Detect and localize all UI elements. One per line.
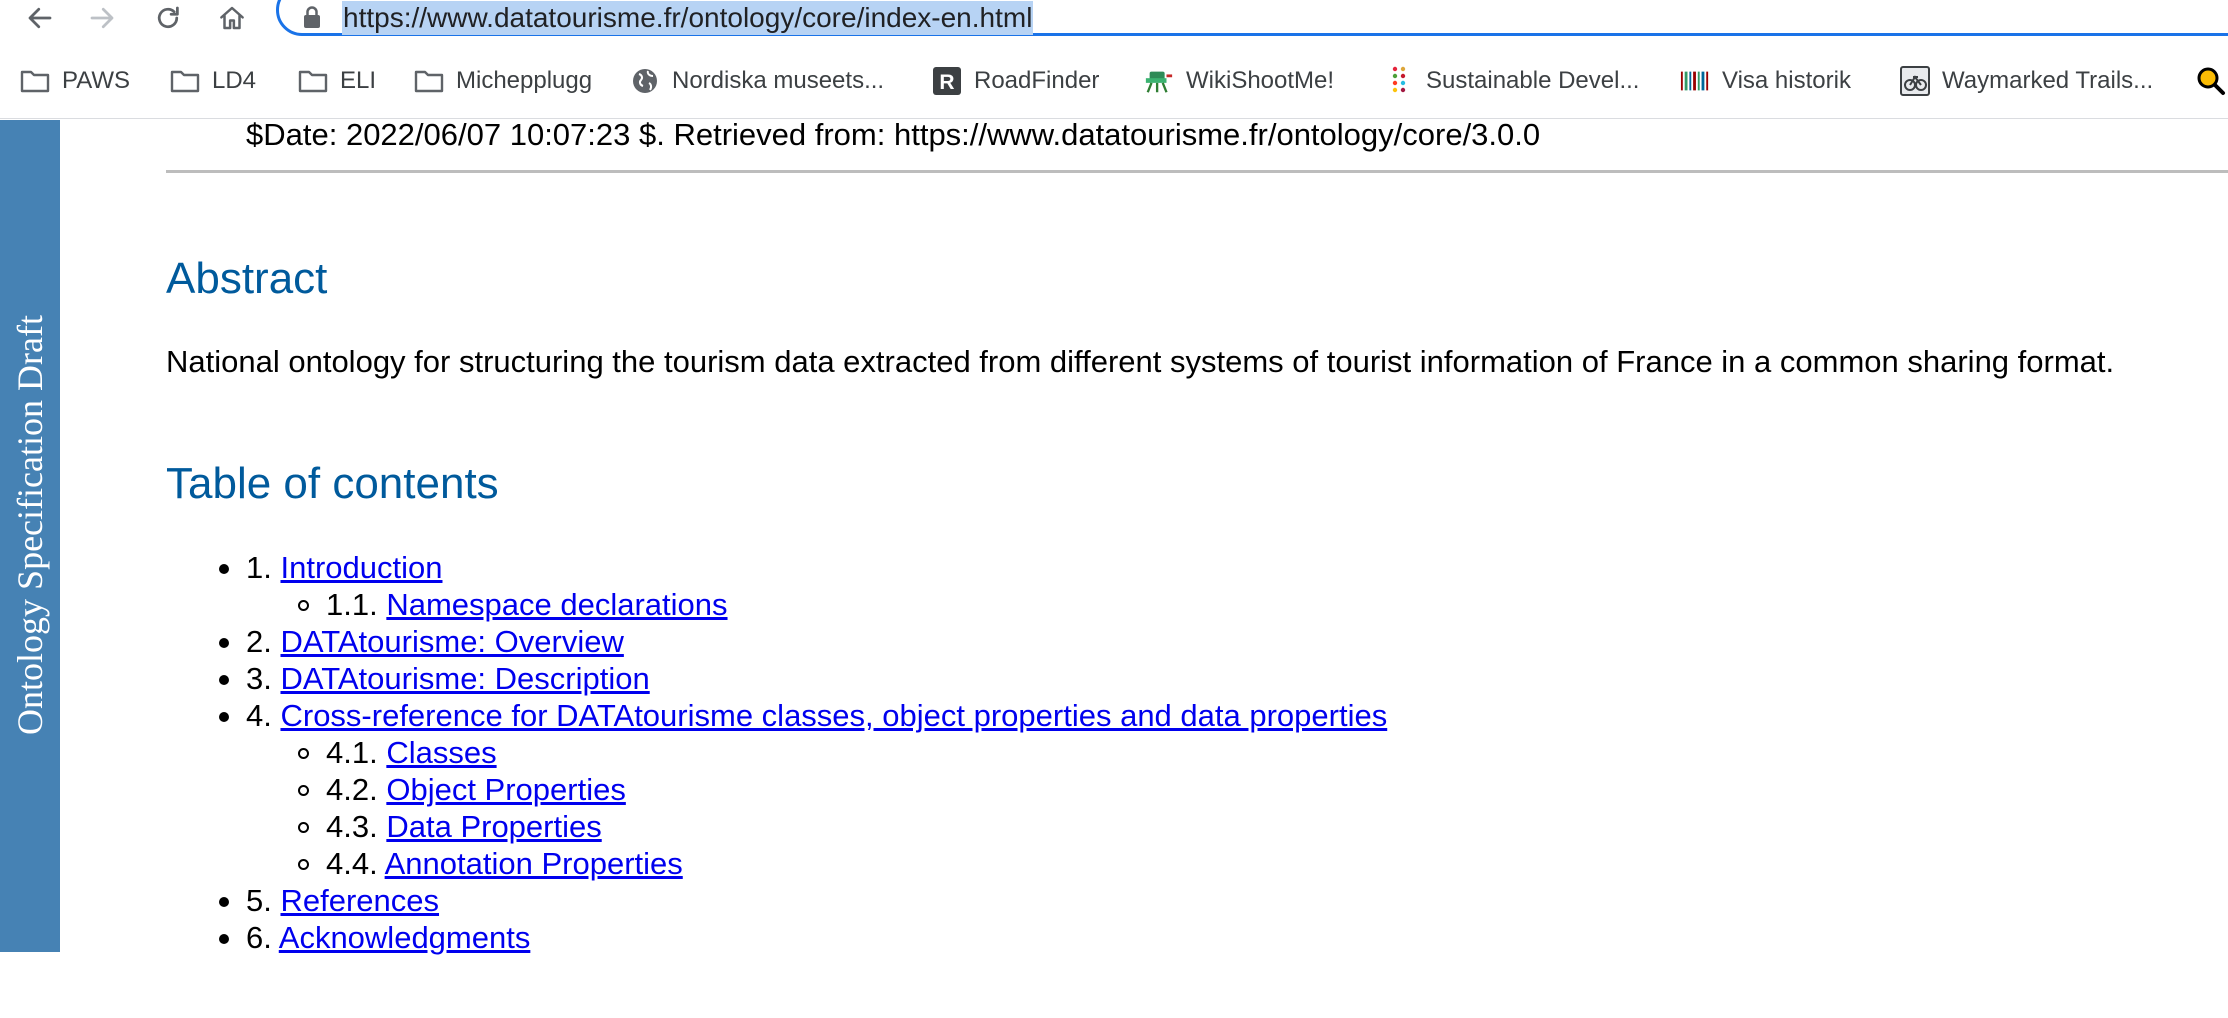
bookmark-visa-historik[interactable] — [1680, 58, 1851, 104]
wikishootme-icon — [1144, 66, 1174, 96]
svg-text:R: R — [939, 71, 955, 94]
bookmark-label: Sustainable Devel... — [1426, 67, 1640, 94]
folder-icon — [170, 66, 200, 96]
toc-item-classes — [216, 734, 1387, 771]
toc-item-description — [216, 660, 1387, 697]
sdg-icon — [1384, 66, 1414, 96]
bookmark-ld4[interactable] — [170, 58, 256, 104]
toc-link-classes[interactable]: Classes — [386, 735, 497, 770]
toc-number: 4.1. — [326, 735, 378, 770]
side-banner-text: Ontology Specification Draft — [10, 315, 50, 735]
bookmark-label: WikiShootMe! — [1186, 67, 1335, 94]
toc-item-data-properties — [216, 808, 1387, 845]
toc-item-introduction — [216, 549, 1387, 586]
bookmark-sustainable-devel[interactable] — [1384, 58, 1639, 104]
folder-icon — [298, 66, 328, 96]
toc-number: 3. — [246, 661, 272, 696]
bookmark-label: Nordiska museets... — [672, 67, 885, 94]
toc-number: 2. — [246, 624, 272, 659]
trails-icon — [1900, 66, 1930, 96]
toc-item-namespace-declarations — [216, 586, 1387, 623]
toc-link-description[interactable]: DATAtourisme: Description — [280, 661, 650, 696]
toc-item-references — [216, 882, 1387, 919]
horizontal-rule — [166, 170, 2228, 173]
arrow-left-icon — [25, 3, 55, 33]
side-banner — [0, 120, 60, 952]
toc-number: 1.1. — [326, 587, 378, 622]
home-icon — [217, 3, 247, 33]
toc-number: 6. — [246, 920, 272, 955]
back-button[interactable] — [18, 0, 62, 36]
bookmarks-bar — [0, 58, 2228, 104]
toc-link-object-properties[interactable]: Object Properties — [386, 772, 626, 807]
toc-number: 1. — [246, 550, 272, 585]
magnifier-icon — [2196, 66, 2226, 96]
toc-link-namespace-declarations[interactable]: Namespace declarations — [386, 587, 728, 622]
toc-item-annotation-properties — [216, 845, 1387, 882]
toc-link-references[interactable]: References — [280, 883, 440, 918]
folder-icon — [20, 66, 50, 96]
bookmark-eli[interactable] — [298, 58, 376, 104]
toc-link-introduction[interactable]: Introduction — [280, 550, 443, 585]
bookmark-paws[interactable] — [20, 58, 130, 104]
reload-icon — [153, 3, 183, 33]
toc-item-overview — [216, 623, 1387, 660]
toc-link-overview[interactable]: DATAtourisme: Overview — [280, 624, 624, 659]
bookmark-micheplugg[interactable] — [414, 58, 592, 104]
toc-number: 4.4. — [326, 846, 378, 881]
toc-item-object-properties — [216, 771, 1387, 808]
toc-link-acknowledgments[interactable]: Acknowledgments — [278, 920, 531, 955]
bookmark-label: RoadFinder — [974, 67, 1100, 94]
bookmark-label: PAWS — [62, 67, 131, 94]
roadfinder-icon — [932, 66, 962, 96]
bookmark-label: LD4 — [212, 67, 257, 94]
toc-link-annotation-properties[interactable]: Annotation Properties — [384, 846, 683, 881]
url-text[interactable]: https://www.datatourisme.fr/ontology/core/index-en.html — [343, 2, 1033, 33]
toc-heading: Table of contents — [166, 459, 499, 508]
table-of-contents — [216, 549, 1387, 956]
date-line: $Date: 2022/06/07 10:07:23 $. Retrieved from: https://www.datatourisme.fr/ontology/core/3.0.0 — [246, 117, 1541, 152]
bookmark-wikishootme[interactable] — [1144, 58, 1334, 104]
home-button[interactable] — [210, 0, 254, 36]
toc-number: 4.2. — [326, 772, 378, 807]
lock-icon[interactable] — [302, 5, 322, 29]
bookmark-nordiska-museets[interactable] — [630, 58, 884, 104]
toc-item-acknowledgments — [216, 919, 1387, 956]
reload-button[interactable] — [146, 0, 190, 36]
forward-button[interactable] — [80, 0, 124, 36]
abstract-heading: Abstract — [166, 254, 328, 303]
globe-icon — [630, 66, 660, 96]
abstract-text: National ontology for structuring the tourism data extracted from different systems of tourist information of France in a common sharing format. — [166, 344, 2115, 379]
bookmark-label: ELI — [340, 67, 377, 94]
bookmark-roadfinder[interactable] — [932, 58, 1099, 104]
toc-number: 4. — [246, 698, 272, 733]
arrow-right-icon — [87, 3, 117, 33]
toc-number: 4.3. — [326, 809, 378, 844]
bookmark-label: Visa historik — [1722, 67, 1851, 94]
barcode-icon — [1680, 66, 1710, 96]
toc-link-data-properties[interactable]: Data Properties — [386, 809, 602, 844]
toc-link-cross-reference[interactable]: Cross-reference for DATAtourisme classes, object properties and data properties — [280, 698, 1388, 733]
browser-toolbar — [0, 0, 2228, 38]
folder-icon — [414, 66, 444, 96]
bookmark-label: Waymarked Trails... — [1942, 67, 2154, 94]
bookmark-waymarked-trails[interactable] — [1900, 58, 2153, 104]
bookmark-label: Michepplugg — [456, 67, 593, 94]
bookmark-search-extension[interactable] — [2196, 58, 2228, 104]
toc-number: 5. — [246, 883, 272, 918]
toc-item-cross-reference — [216, 697, 1387, 734]
